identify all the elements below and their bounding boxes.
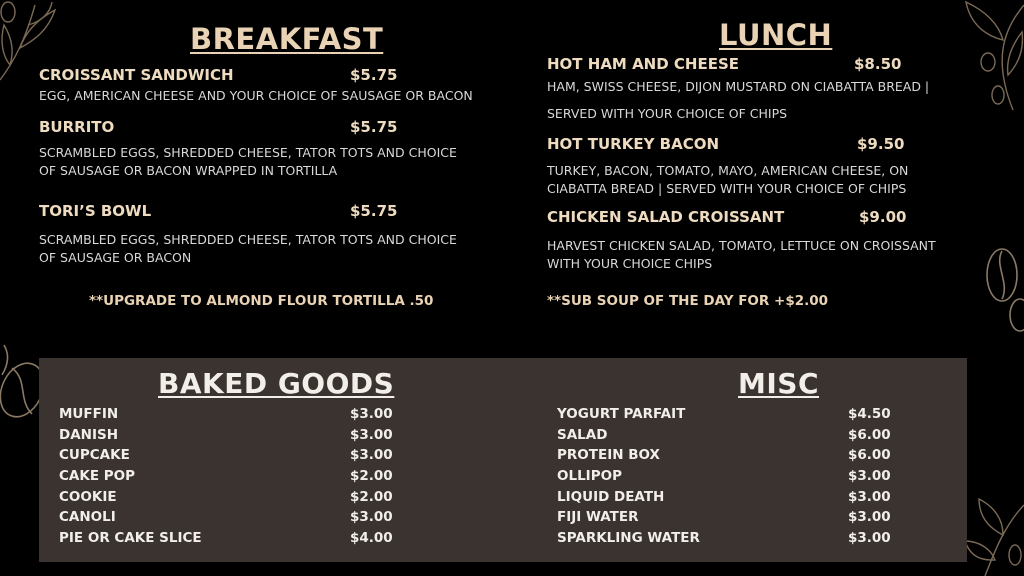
misc-item-price: $6.00 [848,427,891,443]
baked-goods-item-name: DANISH [59,427,118,443]
breakfast-item-description: SCRAMBLED EGGS, SHREDDED CHEESE, TATOR TOTS AND CHOICE [39,232,457,247]
misc-item-price: $3.00 [848,509,891,525]
lunch-item-name: HOT HAM AND CHEESE [547,55,740,73]
misc-item-name: FIJI WATER [557,509,639,525]
lunch-item-name: HOT TURKEY BACON [547,135,720,153]
baked-goods-item-name: MUFFIN [59,406,119,422]
breakfast-item-price: $5.75 [350,202,398,220]
lunch-item-price: $9.50 [857,135,905,153]
coffee-branch-icon [958,0,1024,115]
breakfast-item-description: EGG, AMERICAN CHEESE AND YOUR CHOICE OF SAUSAGE OR BACON [39,88,473,103]
baked-goods-item-name: COOKIE [59,489,117,505]
breakfast-item-name: TORI’S BOWL [39,202,152,220]
lunch-item-description: HARVEST CHICKEN SALAD, TOMATO, LETTUCE ON CROISSANT [547,238,936,253]
baked-goods-item-price: $2.00 [350,489,393,505]
lunch-title: LUNCH [719,18,833,52]
breakfast-item-name: CROISSANT SANDWICH [39,66,234,84]
misc-item-price: $6.00 [848,447,891,463]
lunch-item-description: TURKEY, BACON, TOMATO, MAYO, AMERICAN CHEESE, ON [547,163,909,178]
lunch-item-description: HAM, SWISS CHEESE, DIJON MUSTARD ON CIABATTA BREAD | [547,79,930,94]
lunch-item-name: CHICKEN SALAD CROISSANT [547,208,785,226]
lunch-item-price: $9.00 [859,208,907,226]
lunch-item-price: $8.50 [854,55,902,73]
baked-goods-item-name: CAKE POP [59,468,136,484]
misc-item-name: SPARKLING WATER [557,530,700,546]
misc-item-price: $3.00 [848,489,891,505]
baked-goods-item-price: $2.00 [350,468,393,484]
baked-goods-item-price: $3.00 [350,509,393,525]
misc-item-name: YOGURT PARFAIT [557,406,686,422]
baked-goods-item-price: $3.00 [350,427,393,443]
baked-goods-item-name: CANOLI [59,509,116,525]
lunch-item-description: SERVED WITH YOUR CHOICE OF CHIPS [547,106,788,121]
lunch-item-description: WITH YOUR CHOICE CHIPS [547,256,713,271]
misc-item-price: $4.50 [848,406,891,422]
misc-item-name: OLLIPOP [557,468,622,484]
misc-title: MISC [738,367,819,400]
misc-item-name: PROTEIN BOX [557,447,660,463]
misc-item-price: $3.00 [848,468,891,484]
coffee-branch-icon [965,495,1024,576]
lunch-note: **SUB SOUP OF THE DAY FOR +$2.00 [547,293,829,309]
baked-goods-item-name: CUPCAKE [59,447,130,463]
misc-item-price: $3.00 [848,530,891,546]
breakfast-item-description: SCRAMBLED EGGS, SHREDDED CHEESE, TATOR TOTS AND CHOICE [39,145,457,160]
breakfast-title: BREAKFAST [190,22,384,56]
baked-goods-item-price: $3.00 [350,406,393,422]
misc-item-name: SALAD [557,427,608,443]
baked-goods-item-name: PIE OR CAKE SLICE [59,530,202,546]
breakfast-item-name: BURRITO [39,118,115,136]
breakfast-item-description: OF SAUSAGE OR BACON WRAPPED IN TORTILLA [39,163,338,178]
coffee-bean-icon [978,245,1024,335]
breakfast-item-description: OF SAUSAGE OR BACON [39,250,192,265]
breakfast-item-price: $5.75 [350,118,398,136]
breakfast-note: **UPGRADE TO ALMOND FLOUR TORTILLA .50 [89,293,434,309]
baked-goods-item-price: $4.00 [350,530,393,546]
lunch-item-description: CIABATTA BREAD | SERVED WITH YOUR CHOICE OF CHIPS [547,181,907,196]
baked-goods-title: BAKED GOODS [158,367,395,400]
baked-goods-item-price: $3.00 [350,447,393,463]
misc-item-name: LIQUID DEATH [557,489,665,505]
breakfast-item-price: $5.75 [350,66,398,84]
